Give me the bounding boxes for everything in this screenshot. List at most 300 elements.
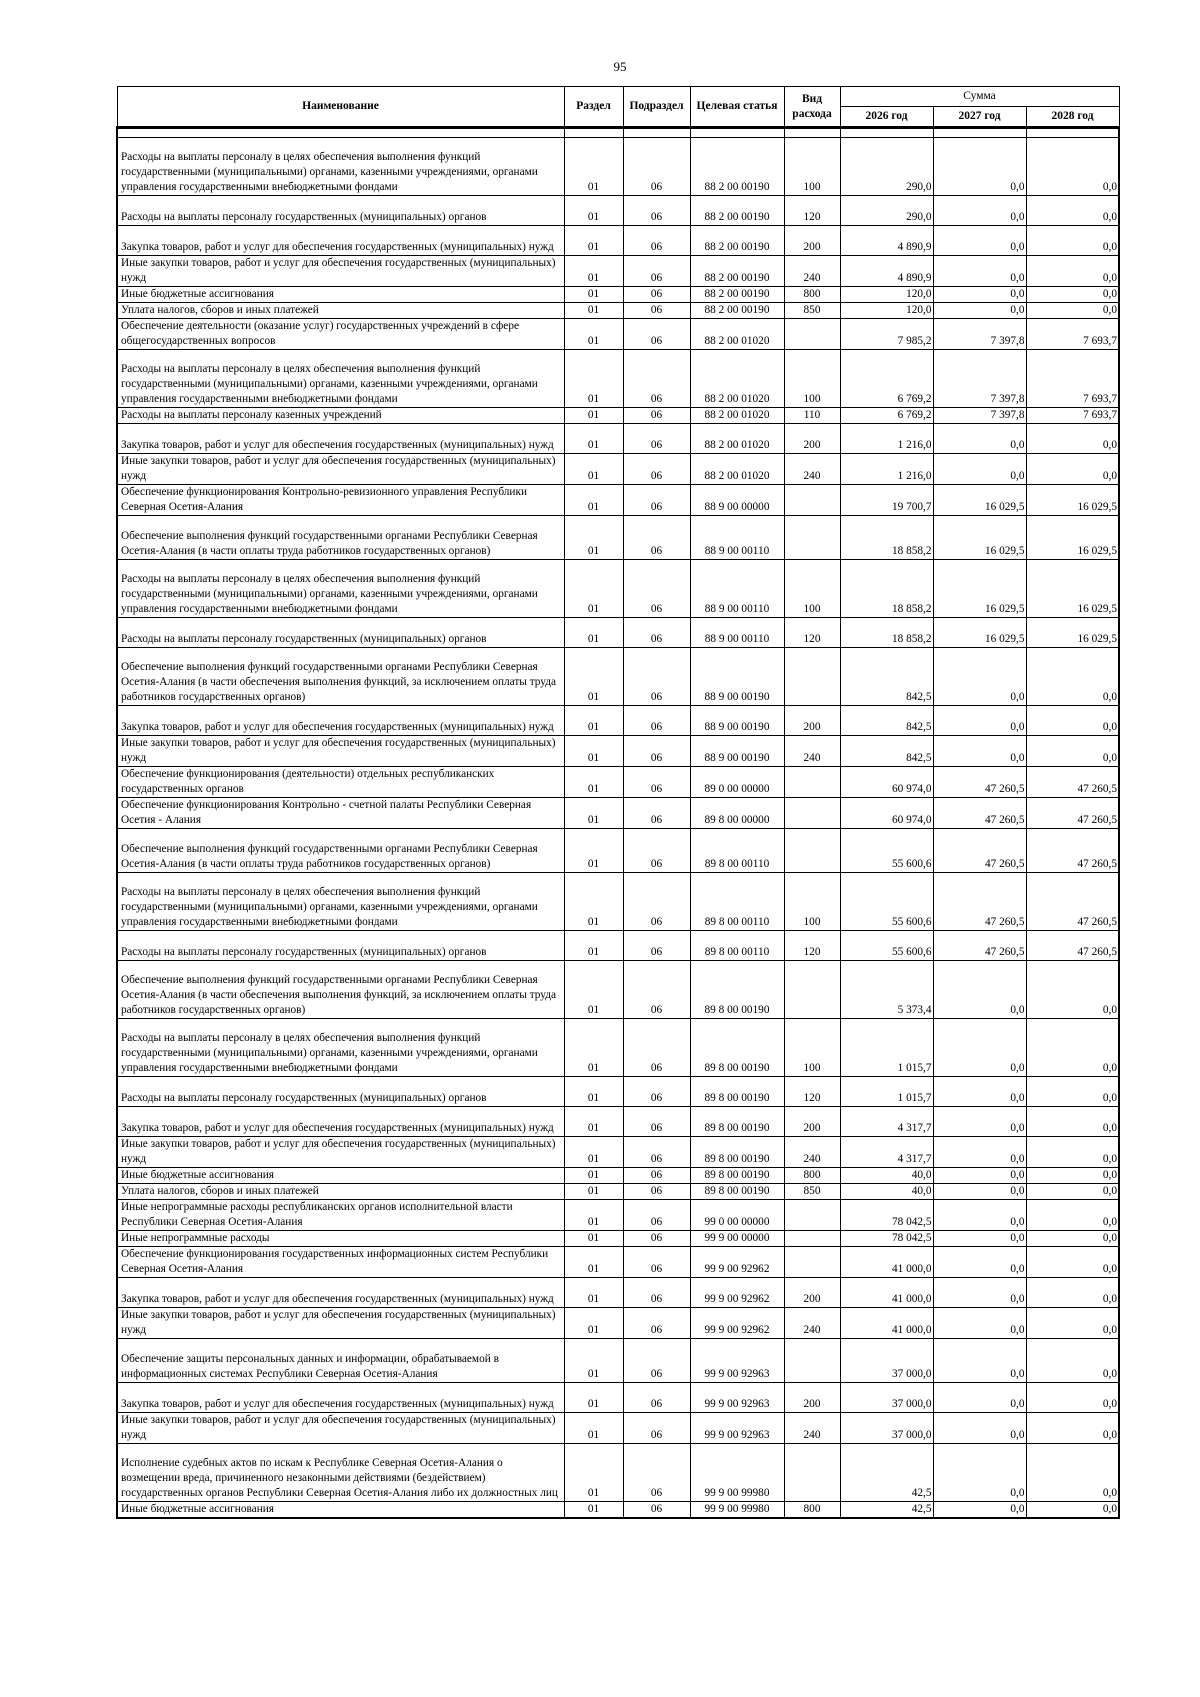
row-sum-2026: 7 985,2 <box>840 319 933 350</box>
row-sum-2026: 42,5 <box>840 1502 933 1519</box>
row-sum-2028: 0,0 <box>1026 1502 1119 1519</box>
row-sum-2026: 40,0 <box>840 1184 933 1200</box>
row-expense-type: 200 <box>784 1278 840 1308</box>
row-sum-2026: 60 974,0 <box>840 767 933 798</box>
row-sum-2028: 0,0 <box>1026 961 1119 1019</box>
row-sum-2027: 0,0 <box>933 1077 1026 1107</box>
row-sum-2028: 0,0 <box>1026 303 1119 319</box>
row-sum-2027: 0,0 <box>933 1200 1026 1231</box>
table-row <box>117 1137 1119 1168</box>
row-sum-2026: 60 974,0 <box>840 798 933 829</box>
row-sum-2027: 0,0 <box>933 736 1026 767</box>
row-sum-2027: 7 397,8 <box>933 350 1026 408</box>
table-row <box>117 485 1119 516</box>
row-sum-2028: 0,0 <box>1026 424 1119 454</box>
budget-table <box>116 86 1120 1519</box>
row-sum-2028: 0,0 <box>1026 1278 1119 1308</box>
row-sum-2028: 0,0 <box>1026 1077 1119 1107</box>
row-expense-type: 200 <box>784 226 840 256</box>
row-section: 01 <box>564 287 623 303</box>
row-expense-type: 240 <box>784 454 840 485</box>
row-sum-2026: 5 373,4 <box>840 961 933 1019</box>
row-target-article: 88 2 00 00190 <box>690 226 784 256</box>
header-year-2027: 2027 год <box>933 107 1026 128</box>
row-sum-2028: 0,0 <box>1026 648 1119 706</box>
table-row <box>117 319 1119 350</box>
table-row <box>117 408 1119 424</box>
table-row <box>117 1231 1119 1247</box>
row-section: 01 <box>564 1231 623 1247</box>
row-name: Закупка товаров, работ и услуг для обеспечения государственных (муниципальных) нужд <box>117 1107 564 1137</box>
row-target-article: 99 9 00 92962 <box>690 1247 784 1278</box>
row-subsection: 06 <box>623 1107 690 1137</box>
row-target-article: 89 8 00 00110 <box>690 873 784 931</box>
row-target-article: 89 8 00 00190 <box>690 1019 784 1077</box>
row-section: 01 <box>564 1200 623 1231</box>
row-expense-type <box>784 798 840 829</box>
header-target-article: Целевая статья <box>690 87 784 128</box>
row-subsection: 06 <box>623 516 690 560</box>
table-row <box>117 1278 1119 1308</box>
row-sum-2027: 0,0 <box>933 196 1026 226</box>
row-target-article: 88 2 00 00190 <box>690 138 784 196</box>
row-sum-2026: 1 216,0 <box>840 424 933 454</box>
row-name: Уплата налогов, сборов и иных платежей <box>117 1184 564 1200</box>
row-sum-2026: 4 317,7 <box>840 1137 933 1168</box>
row-subsection: 06 <box>623 196 690 226</box>
row-subsection: 06 <box>623 873 690 931</box>
row-expense-type <box>784 1231 840 1247</box>
row-target-article: 99 9 00 92963 <box>690 1413 784 1444</box>
row-expense-type <box>784 767 840 798</box>
row-name: Закупка товаров, работ и услуг для обеспечения государственных (муниципальных) нужд <box>117 1383 564 1413</box>
table-row <box>117 454 1119 485</box>
row-sum-2027: 47 260,5 <box>933 829 1026 873</box>
table-header <box>117 87 1119 128</box>
table-row <box>117 256 1119 287</box>
row-subsection: 06 <box>623 618 690 648</box>
row-name: Расходы на выплаты персоналу в целях обеспечения выполнения функций государственными (муниципальными) органами, казенными учреждениями, органами управления государственными внебюджетными фондами <box>117 560 564 618</box>
table-row <box>117 1019 1119 1077</box>
row-sum-2028: 0,0 <box>1026 1247 1119 1278</box>
row-sum-2028: 0,0 <box>1026 1137 1119 1168</box>
row-name: Обеспечение деятельности (оказание услуг) государственных учреждений в сфере общегосударственных вопросов <box>117 319 564 350</box>
table-row <box>117 736 1119 767</box>
row-target-article: 88 2 00 01020 <box>690 350 784 408</box>
row-target-article: 88 9 00 00190 <box>690 736 784 767</box>
row-name: Расходы на выплаты персоналу государственных (муниципальных) органов <box>117 1077 564 1107</box>
row-sum-2026: 1 216,0 <box>840 454 933 485</box>
row-sum-2027: 0,0 <box>933 1339 1026 1383</box>
row-name: Обеспечение защиты персональных данных и информации, обрабатываемой в информационных системах Республики Северная Осетия-Алания <box>117 1339 564 1383</box>
row-subsection: 06 <box>623 1278 690 1308</box>
row-section: 01 <box>564 560 623 618</box>
row-target-article: 99 9 00 00000 <box>690 1231 784 1247</box>
row-expense-type: 120 <box>784 1077 840 1107</box>
row-sum-2028: 0,0 <box>1026 1107 1119 1137</box>
row-subsection: 06 <box>623 1413 690 1444</box>
table-row <box>117 1247 1119 1278</box>
row-section: 01 <box>564 454 623 485</box>
row-section: 01 <box>564 1502 623 1519</box>
row-expense-type: 200 <box>784 1107 840 1137</box>
row-sum-2026: 120,0 <box>840 287 933 303</box>
row-sum-2028: 0,0 <box>1026 256 1119 287</box>
table-row <box>117 226 1119 256</box>
row-section: 01 <box>564 931 623 961</box>
table-row <box>117 706 1119 736</box>
row-name: Обеспечение выполнения функций государственными органами Республики Северная Осетия-Алания (в части оплаты труда работников государственных органов) <box>117 829 564 873</box>
row-sum-2028: 0,0 <box>1026 1308 1119 1339</box>
row-target-article: 88 9 00 00110 <box>690 618 784 648</box>
row-expense-type: 850 <box>784 1184 840 1200</box>
row-expense-type: 100 <box>784 138 840 196</box>
row-sum-2027: 0,0 <box>933 1383 1026 1413</box>
table-row <box>117 560 1119 618</box>
row-target-article: 89 8 00 00190 <box>690 1184 784 1200</box>
row-subsection: 06 <box>623 736 690 767</box>
row-name: Обеспечение функционирования Контрольно - счетной палаты Республики Северная Осетия - Алания <box>117 798 564 829</box>
row-sum-2027: 16 029,5 <box>933 560 1026 618</box>
row-sum-2028: 0,0 <box>1026 454 1119 485</box>
row-sum-2027: 47 260,5 <box>933 931 1026 961</box>
row-sum-2028: 47 260,5 <box>1026 873 1119 931</box>
row-subsection: 06 <box>623 1502 690 1519</box>
row-expense-type: 800 <box>784 1502 840 1519</box>
row-name: Иные бюджетные ассигнования <box>117 1502 564 1519</box>
row-name: Расходы на выплаты персоналу в целях обеспечения выполнения функций государственными (муниципальными) органами, казенными учреждениями, органами управления государственными внебюджетными фондами <box>117 138 564 196</box>
row-sum-2027: 0,0 <box>933 454 1026 485</box>
row-sum-2027: 0,0 <box>933 226 1026 256</box>
row-sum-2026: 4 890,9 <box>840 256 933 287</box>
row-sum-2026: 37 000,0 <box>840 1339 933 1383</box>
row-target-article: 88 2 00 00190 <box>690 196 784 226</box>
row-subsection: 06 <box>623 1383 690 1413</box>
row-sum-2026: 55 600,6 <box>840 829 933 873</box>
row-sum-2027: 0,0 <box>933 648 1026 706</box>
row-name: Уплата налогов, сборов и иных платежей <box>117 303 564 319</box>
row-expense-type: 240 <box>784 1413 840 1444</box>
row-subsection: 06 <box>623 1184 690 1200</box>
row-sum-2027: 0,0 <box>933 1247 1026 1278</box>
row-target-article: 99 9 00 92962 <box>690 1308 784 1339</box>
row-subsection: 06 <box>623 1077 690 1107</box>
table-row <box>117 424 1119 454</box>
row-section: 01 <box>564 138 623 196</box>
row-sum-2028: 47 260,5 <box>1026 829 1119 873</box>
row-name: Обеспечение выполнения функций государственными органами Республики Северная Осетия-Алания (в части обеспечения выполнения функций, за исключением оплаты труда работников государственных органов) <box>117 961 564 1019</box>
row-sum-2028: 0,0 <box>1026 1383 1119 1413</box>
row-name: Иные закупки товаров, работ и услуг для обеспечения государственных (муниципальных) нужд <box>117 1308 564 1339</box>
row-sum-2028: 0,0 <box>1026 1339 1119 1383</box>
page-number: 95 <box>613 59 627 74</box>
row-expense-type: 100 <box>784 873 840 931</box>
row-sum-2027: 0,0 <box>933 138 1026 196</box>
row-name: Иные закупки товаров, работ и услуг для обеспечения государственных (муниципальных) нужд <box>117 1413 564 1444</box>
row-sum-2028: 0,0 <box>1026 138 1119 196</box>
row-expense-type: 120 <box>784 618 840 648</box>
row-section: 01 <box>564 1383 623 1413</box>
row-name: Иные бюджетные ассигнования <box>117 287 564 303</box>
row-sum-2026: 55 600,6 <box>840 931 933 961</box>
row-target-article: 88 9 00 00190 <box>690 648 784 706</box>
row-subsection: 06 <box>623 706 690 736</box>
row-sum-2028: 0,0 <box>1026 1019 1119 1077</box>
row-sum-2028: 0,0 <box>1026 1444 1119 1502</box>
row-sum-2028: 47 260,5 <box>1026 767 1119 798</box>
row-section: 01 <box>564 1184 623 1200</box>
row-sum-2026: 40,0 <box>840 1168 933 1184</box>
row-sum-2027: 0,0 <box>933 1107 1026 1137</box>
row-expense-type <box>784 485 840 516</box>
row-name: Расходы на выплаты персоналу государственных (муниципальных) органов <box>117 196 564 226</box>
row-expense-type: 800 <box>784 1168 840 1184</box>
row-section: 01 <box>564 1308 623 1339</box>
row-target-article: 88 9 00 00190 <box>690 706 784 736</box>
row-sum-2028: 16 029,5 <box>1026 618 1119 648</box>
row-name: Иные закупки товаров, работ и услуг для обеспечения государственных (муниципальных) нужд <box>117 454 564 485</box>
row-sum-2027: 0,0 <box>933 1502 1026 1519</box>
row-subsection: 06 <box>623 1308 690 1339</box>
row-expense-type: 200 <box>784 1383 840 1413</box>
row-sum-2027: 0,0 <box>933 1308 1026 1339</box>
row-sum-2027: 16 029,5 <box>933 485 1026 516</box>
row-sum-2028: 16 029,5 <box>1026 516 1119 560</box>
row-sum-2026: 78 042,5 <box>840 1231 933 1247</box>
table-row <box>117 516 1119 560</box>
row-target-article: 89 8 00 00190 <box>690 961 784 1019</box>
row-sum-2028: 7 693,7 <box>1026 319 1119 350</box>
row-sum-2026: 18 858,2 <box>840 618 933 648</box>
row-sum-2026: 18 858,2 <box>840 516 933 560</box>
row-subsection: 06 <box>623 485 690 516</box>
row-sum-2028: 0,0 <box>1026 287 1119 303</box>
row-target-article: 88 9 00 00110 <box>690 516 784 560</box>
row-sum-2026: 41 000,0 <box>840 1308 933 1339</box>
row-sum-2027: 0,0 <box>933 1278 1026 1308</box>
table-row <box>117 1077 1119 1107</box>
row-expense-type: 200 <box>784 424 840 454</box>
row-sum-2028: 0,0 <box>1026 1231 1119 1247</box>
table-row <box>117 829 1119 873</box>
row-target-article: 88 2 00 01020 <box>690 319 784 350</box>
row-sum-2026: 37 000,0 <box>840 1413 933 1444</box>
row-expense-type <box>784 1444 840 1502</box>
row-section: 01 <box>564 485 623 516</box>
row-sum-2026: 6 769,2 <box>840 350 933 408</box>
row-sum-2027: 0,0 <box>933 1019 1026 1077</box>
row-sum-2028: 0,0 <box>1026 1200 1119 1231</box>
row-subsection: 06 <box>623 1137 690 1168</box>
table-body <box>117 128 1119 1519</box>
row-sum-2026: 842,5 <box>840 648 933 706</box>
table-row <box>117 873 1119 931</box>
row-name: Расходы на выплаты персоналу государственных (муниципальных) органов <box>117 618 564 648</box>
header-spacer-row <box>117 128 1119 138</box>
row-section: 01 <box>564 829 623 873</box>
row-section: 01 <box>564 516 623 560</box>
row-target-article: 99 9 00 92963 <box>690 1383 784 1413</box>
row-subsection: 06 <box>623 1200 690 1231</box>
row-expense-type <box>784 516 840 560</box>
row-sum-2026: 290,0 <box>840 138 933 196</box>
row-sum-2027: 0,0 <box>933 424 1026 454</box>
row-sum-2026: 4 317,7 <box>840 1107 933 1137</box>
row-name: Закупка товаров, работ и услуг для обеспечения государственных (муниципальных) нужд <box>117 706 564 736</box>
row-subsection: 06 <box>623 829 690 873</box>
row-target-article: 99 9 00 92963 <box>690 1339 784 1383</box>
row-sum-2026: 18 858,2 <box>840 560 933 618</box>
row-name: Расходы на выплаты персоналу в целях обеспечения выполнения функций государственными (муниципальными) органами, казенными учреждениями, органами управления государственными внебюджетными фондами <box>117 350 564 408</box>
row-subsection: 06 <box>623 1168 690 1184</box>
row-subsection: 06 <box>623 1339 690 1383</box>
row-sum-2027: 0,0 <box>933 303 1026 319</box>
table-row <box>117 1444 1119 1502</box>
table-row <box>117 287 1119 303</box>
row-sum-2028: 0,0 <box>1026 736 1119 767</box>
row-section: 01 <box>564 196 623 226</box>
row-sum-2026: 1 015,7 <box>840 1019 933 1077</box>
row-subsection: 06 <box>623 767 690 798</box>
row-expense-type: 110 <box>784 408 840 424</box>
row-expense-type: 850 <box>784 303 840 319</box>
row-sum-2026: 6 769,2 <box>840 408 933 424</box>
row-expense-type: 200 <box>784 706 840 736</box>
row-target-article: 99 9 00 99980 <box>690 1502 784 1519</box>
row-section: 01 <box>564 226 623 256</box>
row-subsection: 06 <box>623 1019 690 1077</box>
table-row <box>117 1308 1119 1339</box>
row-subsection: 06 <box>623 648 690 706</box>
row-sum-2027: 0,0 <box>933 1231 1026 1247</box>
row-target-article: 99 9 00 99980 <box>690 1444 784 1502</box>
table-row <box>117 1107 1119 1137</box>
row-target-article: 89 8 00 00000 <box>690 798 784 829</box>
row-subsection: 06 <box>623 408 690 424</box>
row-name: Обеспечение выполнения функций государственными органами Республики Северная Осетия-Алания (в части обеспечения выполнения функций, за исключением оплаты труда работников государственных органов) <box>117 648 564 706</box>
row-name: Расходы на выплаты персоналу в целях обеспечения выполнения функций государственными (муниципальными) органами, казенными учреждениями, органами управления государственными внебюджетными фондами <box>117 1019 564 1077</box>
row-target-article: 89 8 00 00110 <box>690 829 784 873</box>
row-sum-2028: 0,0 <box>1026 706 1119 736</box>
row-section: 01 <box>564 1339 623 1383</box>
row-sum-2026: 42,5 <box>840 1444 933 1502</box>
row-name: Иные закупки товаров, работ и услуг для обеспечения государственных (муниципальных) нужд <box>117 1137 564 1168</box>
row-section: 01 <box>564 350 623 408</box>
row-sum-2027: 7 397,8 <box>933 408 1026 424</box>
row-target-article: 88 2 00 01020 <box>690 408 784 424</box>
header-year-2026: 2026 год <box>840 107 933 128</box>
row-target-article: 88 2 00 01020 <box>690 454 784 485</box>
row-name: Обеспечение функционирования (деятельности) отдельных республиканских государственных органов <box>117 767 564 798</box>
row-name: Обеспечение функционирования государственных информационных систем Республики Северная Осетия-Алания <box>117 1247 564 1278</box>
header-year-2028: 2028 год <box>1026 107 1119 128</box>
row-expense-type: 120 <box>784 196 840 226</box>
row-subsection: 06 <box>623 454 690 485</box>
row-subsection: 06 <box>623 303 690 319</box>
row-target-article: 88 2 00 00190 <box>690 303 784 319</box>
row-name: Исполнение судебных актов по искам к Республике Северная Осетия-Алания о возмещении вреда, причиненного незаконными действиями (бездействием) государственных органов Республики Северная Осетия-Алания либо их должностных лиц <box>117 1444 564 1502</box>
row-subsection: 06 <box>623 1444 690 1502</box>
row-name: Расходы на выплаты персоналу казенных учреждений <box>117 408 564 424</box>
row-expense-type: 240 <box>784 256 840 287</box>
table-row <box>117 1184 1119 1200</box>
header-expense-type: Вид расхода <box>784 87 840 128</box>
row-sum-2027: 16 029,5 <box>933 516 1026 560</box>
table-row <box>117 1502 1119 1519</box>
row-subsection: 06 <box>623 961 690 1019</box>
row-name: Обеспечение выполнения функций государственными органами Республики Северная Осетия-Алания (в части оплаты труда работников государственных органов) <box>117 516 564 560</box>
row-section: 01 <box>564 408 623 424</box>
table-row <box>117 1383 1119 1413</box>
row-section: 01 <box>564 798 623 829</box>
row-section: 01 <box>564 1077 623 1107</box>
row-sum-2027: 16 029,5 <box>933 618 1026 648</box>
row-section: 01 <box>564 1107 623 1137</box>
row-section: 01 <box>564 319 623 350</box>
row-section: 01 <box>564 736 623 767</box>
row-sum-2028: 7 693,7 <box>1026 408 1119 424</box>
row-expense-type <box>784 319 840 350</box>
row-sum-2027: 7 397,8 <box>933 319 1026 350</box>
row-target-article: 88 9 00 00000 <box>690 485 784 516</box>
table-row <box>117 1413 1119 1444</box>
row-sum-2026: 41 000,0 <box>840 1278 933 1308</box>
table-row <box>117 196 1119 226</box>
table-row <box>117 303 1119 319</box>
row-expense-type: 240 <box>784 736 840 767</box>
row-expense-type: 240 <box>784 1137 840 1168</box>
row-expense-type: 120 <box>784 931 840 961</box>
row-sum-2026: 55 600,6 <box>840 873 933 931</box>
row-name: Обеспечение функционирования Контрольно-ревизионного управления Республики Северная Осетия-Алания <box>117 485 564 516</box>
row-section: 01 <box>564 873 623 931</box>
row-expense-type <box>784 829 840 873</box>
row-sum-2027: 47 260,5 <box>933 873 1026 931</box>
row-name: Иные бюджетные ассигнования <box>117 1168 564 1184</box>
table-row <box>117 350 1119 408</box>
row-expense-type: 100 <box>784 1019 840 1077</box>
row-name: Иные закупки товаров, работ и услуг для обеспечения государственных (муниципальных) нужд <box>117 736 564 767</box>
row-target-article: 89 8 00 00190 <box>690 1077 784 1107</box>
row-sum-2027: 0,0 <box>933 1184 1026 1200</box>
row-sum-2028: 0,0 <box>1026 226 1119 256</box>
table-row <box>117 931 1119 961</box>
row-expense-type <box>784 648 840 706</box>
row-name: Закупка товаров, работ и услуг для обеспечения государственных (муниципальных) нужд <box>117 226 564 256</box>
row-name: Иные закупки товаров, работ и услуг для обеспечения государственных (муниципальных) нужд <box>117 256 564 287</box>
row-expense-type <box>784 961 840 1019</box>
row-name: Закупка товаров, работ и услуг для обеспечения государственных (муниципальных) нужд <box>117 424 564 454</box>
row-name: Расходы на выплаты персоналу государственных (муниципальных) органов <box>117 931 564 961</box>
table-row <box>117 1339 1119 1383</box>
header-subsection: Подраздел <box>623 87 690 128</box>
row-expense-type <box>784 1339 840 1383</box>
row-section: 01 <box>564 648 623 706</box>
row-target-article: 89 8 00 00110 <box>690 931 784 961</box>
row-target-article: 89 8 00 00190 <box>690 1137 784 1168</box>
table-row <box>117 648 1119 706</box>
row-target-article: 99 9 00 92962 <box>690 1278 784 1308</box>
row-sum-2028: 0,0 <box>1026 196 1119 226</box>
row-target-article: 89 8 00 00190 <box>690 1168 784 1184</box>
table-row <box>117 618 1119 648</box>
row-section: 01 <box>564 256 623 287</box>
header-section: Раздел <box>564 87 623 128</box>
row-subsection: 06 <box>623 1231 690 1247</box>
row-sum-2027: 47 260,5 <box>933 767 1026 798</box>
row-target-article: 88 2 00 00190 <box>690 287 784 303</box>
row-sum-2027: 0,0 <box>933 1168 1026 1184</box>
